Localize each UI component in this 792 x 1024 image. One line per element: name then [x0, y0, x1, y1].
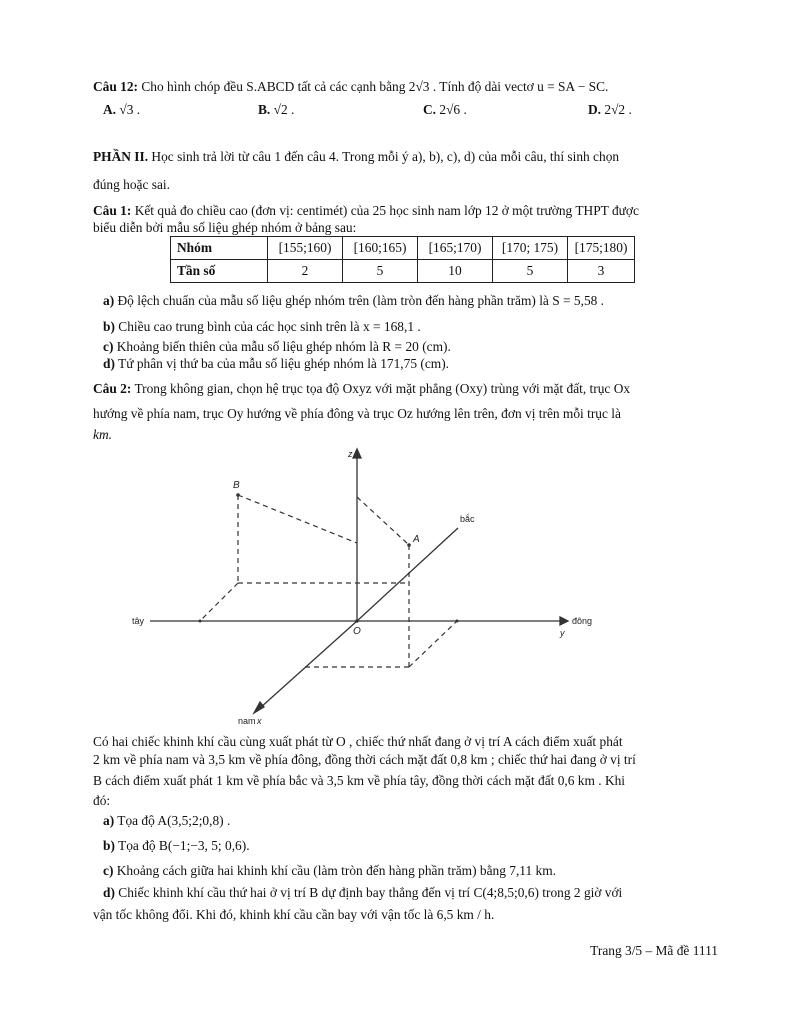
item-text: Tọa độ A(3,5;2;0,8) .	[117, 813, 231, 828]
z-axis-arrow	[353, 449, 361, 458]
item-text: Chiếc khinh khí cầu thứ hai ở vị trí B dự định bay thẳng đến vị trí C(4;8,5;0,6) trong 2 giờ với	[118, 885, 623, 900]
item-letter: d)	[103, 885, 115, 900]
y-axis-arrow	[560, 617, 568, 625]
label-o: O	[353, 626, 361, 637]
table-cell: 5	[343, 260, 418, 283]
item-letter: a)	[103, 293, 115, 308]
part2-line1	[93, 148, 719, 166]
item-text: Tứ phân vị thứ ba của mẫu số liệu ghép nhóm là 171,75 (cm).	[118, 356, 450, 371]
table-cell: 3	[568, 260, 635, 283]
label-y: y	[560, 628, 565, 638]
point-b	[236, 493, 240, 497]
part2-line2: đúng hoặc sai.	[93, 177, 170, 192]
q2-stem-line3: km.	[93, 427, 112, 442]
q1-text: Kết quả đo chiều cao (đơn vị: centimét) của 25 học sinh nam lớp 12 ở một trường THPT được	[134, 203, 639, 218]
q12-choice-c	[423, 102, 467, 118]
item-letter: a)	[103, 813, 115, 828]
q1-label: Câu 1:	[93, 203, 132, 218]
q2-stem-line1	[93, 380, 719, 398]
table-row	[171, 260, 635, 283]
item-letter: b)	[103, 838, 115, 853]
x-axis-arrow	[254, 702, 264, 713]
item-letter: c)	[103, 339, 114, 354]
q12-choice-a	[103, 102, 140, 118]
q2-item-b	[103, 837, 729, 855]
choice-letter: B.	[258, 102, 271, 117]
north-line	[357, 528, 458, 621]
item-letter: c)	[103, 863, 114, 878]
page-footer: Trang 3/5 – Mã đề 1111	[590, 943, 718, 958]
table-cell: 5	[493, 260, 568, 283]
point-a	[407, 543, 411, 547]
a-east-dash	[409, 621, 457, 667]
q2-para-line3: B cách điểm xuất phát 1 km về phía bắc và 3,5 km về phía tây, đồng thời cách mặt đất 0,6 km . Khi	[93, 773, 626, 788]
q2-stem-line2: hướng về phía nam, trục Oy hướng về phía đông và trục Oz hướng lên trên, đơn vị trên mỗi trục là	[93, 406, 621, 421]
q12-stem	[93, 78, 719, 96]
q2-para-line4: đó:	[93, 793, 111, 808]
q12-choice-d	[588, 102, 632, 118]
choice-letter: A.	[103, 102, 117, 117]
tick-west	[199, 620, 202, 623]
q2-item-d-continued: vận tốc không đổi. Khi đó, khinh khí cầu cần bay với vận tốc là 6,5 km / h.	[93, 907, 495, 922]
q2-item-c	[103, 862, 729, 880]
q12-choice-b	[258, 102, 294, 118]
item-text: Khoảng cách giữa hai khinh khí cầu (làm tròn đến hàng phần trăm) bằng 7,11 km.	[116, 863, 556, 878]
x-axis-line	[260, 621, 357, 708]
choice-value: 2√6 .	[439, 102, 467, 117]
part2-text: Học sinh trả lời từ câu 1 đến câu 4. Trong mỗi ý a), b), c), d) của mỗi câu, thí sinh chọn	[151, 149, 620, 164]
q2-para-line1: Có hai chiếc khinh khí cầu cùng xuất phát từ O , chiếc thứ nhất đang ở vị trí A cách điểm xuất phát	[93, 734, 623, 749]
q1-item-c	[103, 338, 729, 356]
item-text: Tọa độ B(−1;−3, 5; 0,6).	[118, 838, 250, 853]
choice-value: √3 .	[119, 102, 141, 117]
table-cell: [175;180)	[568, 237, 635, 260]
a-from-z-dash	[357, 497, 409, 545]
label-a: A	[413, 534, 420, 545]
point-o	[355, 619, 359, 623]
label-north: bắc	[460, 514, 475, 524]
item-text: Chiều cao trung bình của các học sinh trên là x = 168,1 .	[118, 319, 421, 334]
q2-text: Trong không gian, chọn hệ trục tọa độ Oxyz với mặt phẳng (Oxy) trùng với mặt đất, trục Ox	[134, 381, 631, 396]
label-south: nam	[238, 716, 256, 725]
b-west-dash	[200, 583, 238, 621]
table-head-freq: Tần số	[171, 260, 268, 283]
table-cell: [165;170)	[418, 237, 493, 260]
q1-item-d	[103, 355, 729, 373]
choice-value: 2√2 .	[604, 102, 632, 117]
item-text: Khoảng biến thiên của mẫu số liệu ghép nhóm là R = 20 (cm).	[116, 339, 451, 354]
q2-item-d	[103, 884, 729, 902]
table-cell: [155;160)	[268, 237, 343, 260]
b-to-z-dash	[238, 495, 357, 543]
choice-letter: D.	[588, 102, 602, 117]
q2-label: Câu 2:	[93, 381, 132, 396]
choice-letter: C.	[423, 102, 437, 117]
label-b: B	[233, 480, 240, 491]
choice-value: √2 .	[273, 102, 295, 117]
q1-stem-line2: biểu diễn bởi mẫu số liệu ghép nhóm ở bảng sau:	[93, 220, 357, 235]
q12-label: Câu 12:	[93, 79, 139, 94]
table-cell: [170; 175)	[493, 237, 568, 260]
frequency-table	[170, 236, 635, 283]
table-cell: 10	[418, 260, 493, 283]
q1-stem	[93, 202, 719, 220]
item-text: Độ lệch chuẩn của mẫu số liệu ghép nhóm trên (làm tròn đến hàng phần trăm) là S = 5,58 .	[117, 293, 605, 308]
label-east: đông	[572, 616, 593, 626]
q2-para-line2: 2 km về phía nam và 3,5 km về phía đông, đồng thời cách mặt đất 0,8 km ; chiếc thứ hai đang ở vị trí	[93, 752, 636, 767]
part2-label: PHẦN II.	[93, 149, 149, 164]
q2-item-a	[103, 812, 729, 830]
table-cell: [160;165)	[343, 237, 418, 260]
table-row	[171, 237, 635, 260]
table-head-group: Nhóm	[171, 237, 268, 260]
table-cell: 2	[268, 260, 343, 283]
item-letter: b)	[103, 319, 115, 334]
q1-item-a	[103, 292, 729, 310]
label-z: z	[348, 449, 353, 459]
tick-east	[456, 620, 459, 623]
label-x: x	[257, 716, 262, 725]
q1-item-b	[103, 318, 729, 336]
coordinate-figure	[120, 440, 600, 725]
item-letter: d)	[103, 356, 115, 371]
label-west: tây	[132, 616, 145, 626]
q12-text: Cho hình chóp đều S.ABCD tất cả các cạnh bằng 2√3 . Tính độ dài vectơ u = SA − SC.	[141, 79, 609, 94]
